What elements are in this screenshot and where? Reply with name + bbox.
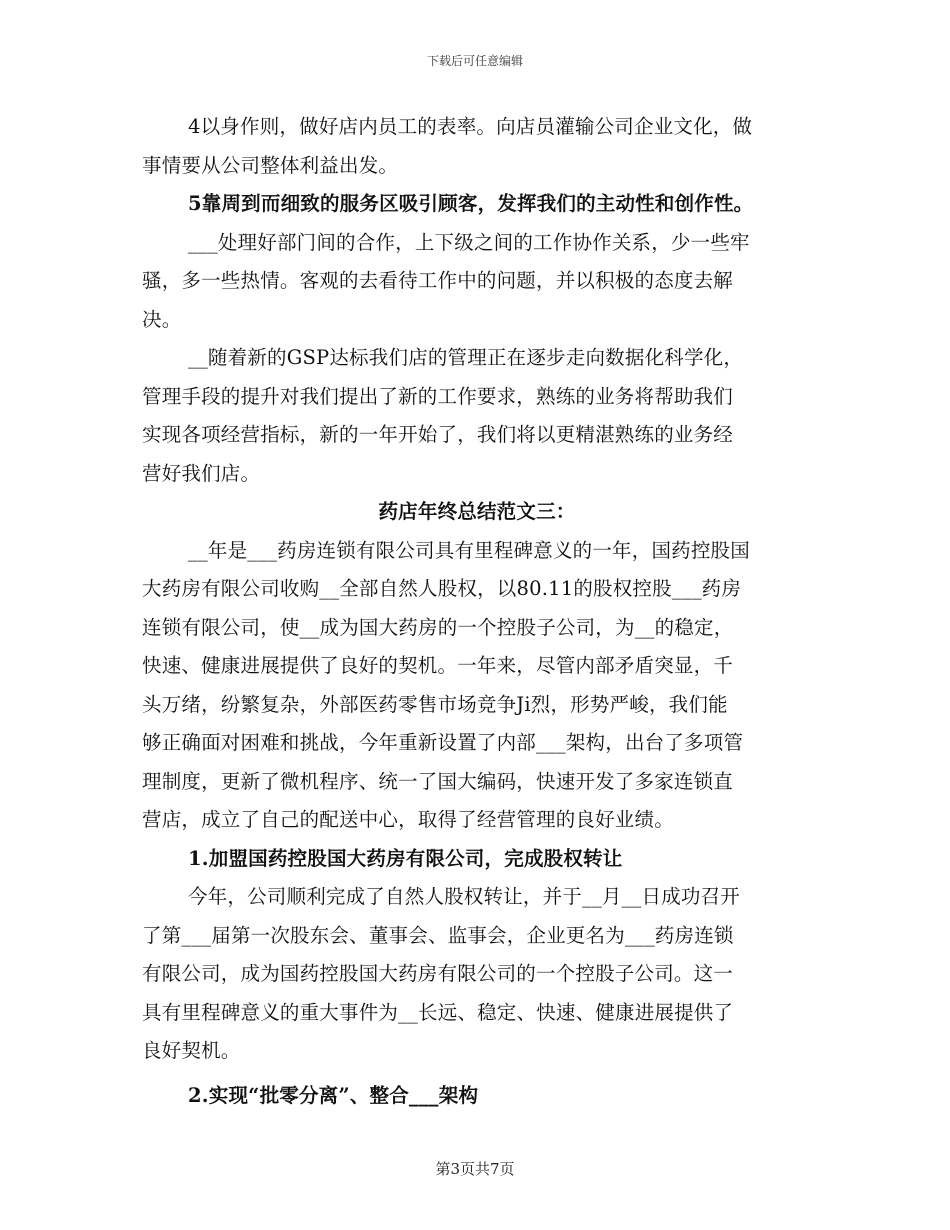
text-line: 理制度，更新了微机程序、统一了国大编码，快速开发了多家连锁直 [142, 769, 734, 793]
text-line: 了第___届第一次股东会、董事会、监事会，企业更名为___药房连锁 [142, 923, 734, 947]
text-line: 有限公司，成为国药控股国大药房有限公司的一个控股子公司。这一 [142, 962, 734, 985]
text-line: 实现各项经营指标，新的一年开始了，我们将以更精湛熟练的业务经 [142, 423, 734, 446]
bold-heading-line: 2.实现“批零分离”、整合___架构 [188, 1083, 479, 1107]
text-line: 头万绪，纷繁复杂，外部医药零售市场竞争Ji烈，形势严峻，我们能 [142, 692, 728, 716]
text-line: __随着新的GSP达标我们店的管理正在逐步走向数据化科学化， [188, 346, 744, 369]
text-line: 今年，公司顺利完成了自然人股权转让，并于__月__日成功召开 [188, 885, 741, 908]
page-number: 第3页共7页 [435, 1160, 515, 1178]
section-title: 药店年终总结范文三： [378, 500, 576, 523]
text-line: 营店，成立了自己的配送中心，取得了经营管理的良好业绩。 [142, 808, 674, 831]
text-line: 大药房有限公司收购__全部自然人股权，以80.11的股权控股___药房 [142, 577, 742, 600]
text-line: 具有里程碑意义的重大事件为__长远、稳定、快速、健康进展提供了 [142, 1000, 734, 1024]
text-line: 良好契机。 [142, 1039, 241, 1062]
text-line: ___处理好部门间的合作，上下级之间的工作协作关系，少一些牢 [188, 230, 750, 254]
text-line: 管理手段的提升对我们提出了新的工作要求，熟练的业务将帮助我们 [142, 384, 734, 408]
text-line: 事情要从公司整体利益出发。 [142, 153, 399, 177]
page-header: 下载后可任意编辑 [426, 54, 523, 68]
text-line: 快速、健康进展提供了良好的契机。一年来，尽管内部矛盾突显，千 [142, 654, 734, 677]
text-line: __年是___药房连锁有限公司具有里程碑意义的一年，国药控股国 [188, 538, 750, 562]
text-line: 连锁有限公司，使__成为国大药房的一个控股子公司，为__的稳定， [142, 615, 734, 639]
text-line: 4以身作则，做好店内员工的表率。向店员灌输公司企业文化，做 [188, 115, 753, 138]
text-line: 营好我们店。 [142, 461, 261, 485]
bold-heading-line: 5靠周到而细致的服务区吸引顾客，发挥我们的主动性和创作性。 [188, 192, 754, 215]
bold-heading-line: 1.加盟国药控股国大药房有限公司，完成股权转让 [188, 846, 623, 870]
document-body [142, 108, 812, 1115]
text-line: 骚，多一些热情。客观的去看待工作中的问题，并以积极的态度去解 [142, 269, 734, 292]
text-line: 决。 [142, 307, 182, 331]
text-line: 够正确面对困难和挑战，今年重新设置了内部___架构，出台了多项管 [142, 731, 744, 754]
